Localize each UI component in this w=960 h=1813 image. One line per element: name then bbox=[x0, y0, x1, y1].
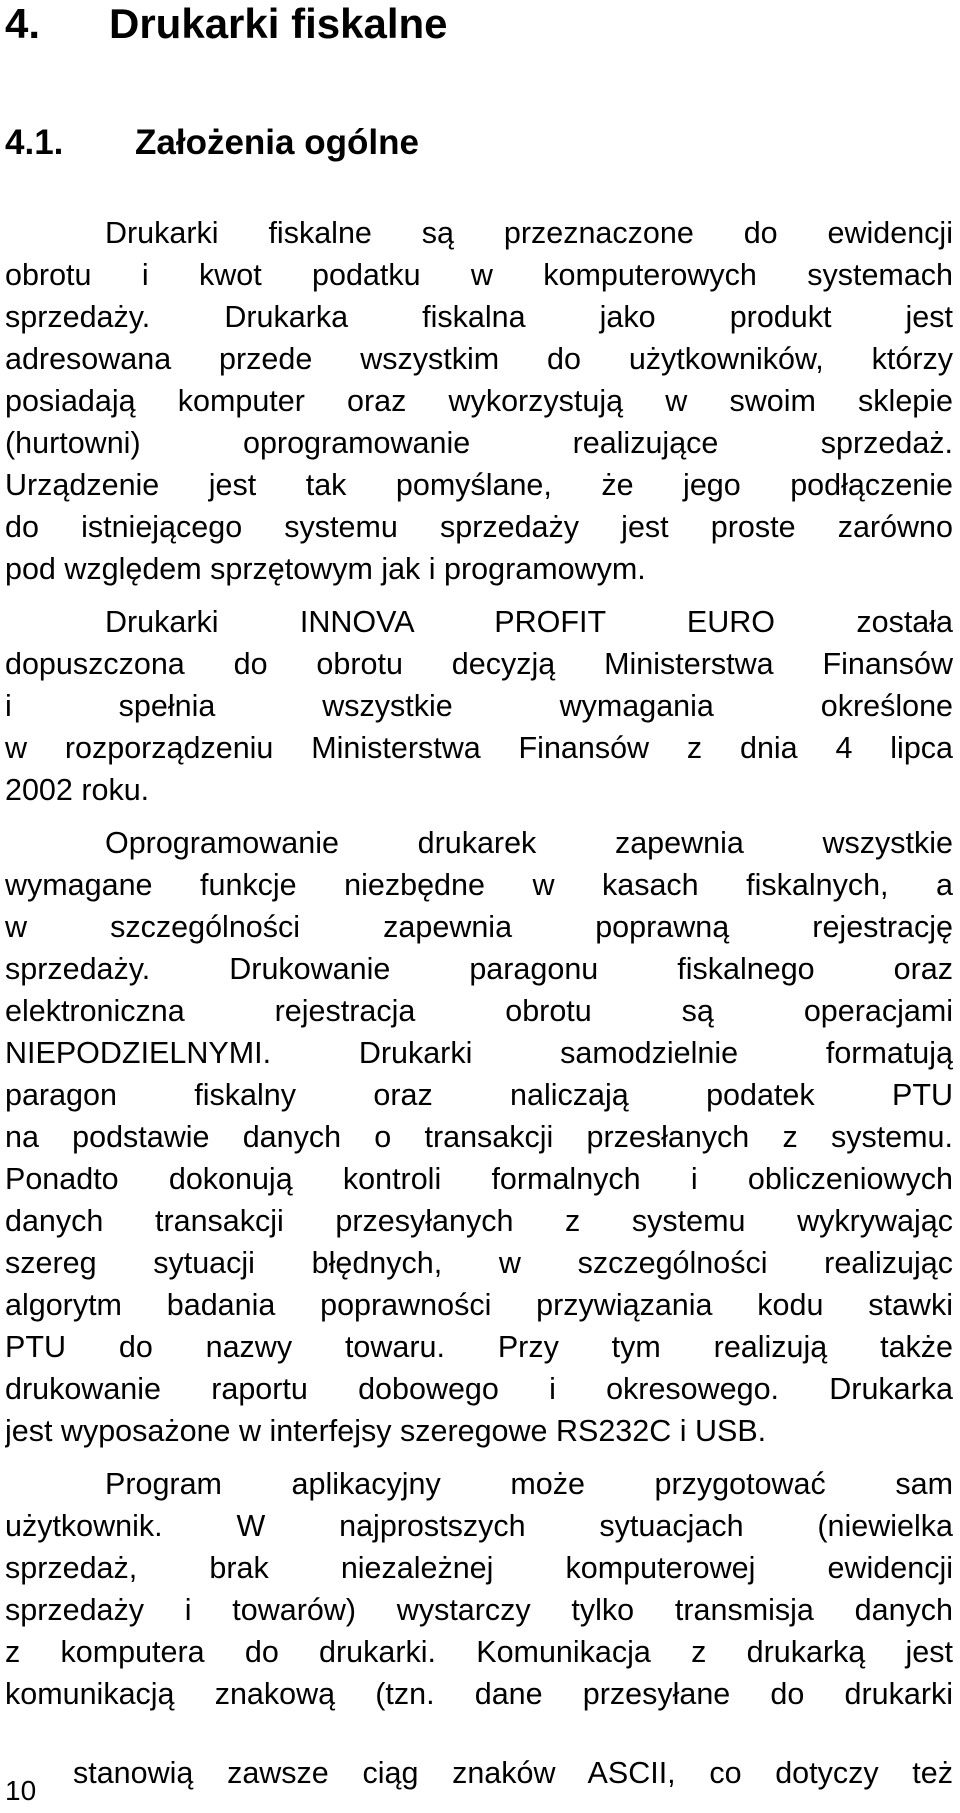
paragraph-line: wymagane funkcje niezbędne w kasach fiskalnych, a bbox=[5, 868, 953, 902]
paragraph-line: komunikacją znakową (tzn. dane przesyłane do drukarki bbox=[5, 1677, 953, 1711]
paragraph-line: z komputera do drukarki. Komunikacja z drukarką jest bbox=[5, 1635, 953, 1669]
paragraph-line: drukowanie raportu dobowego i okresowego. Drukarka bbox=[5, 1372, 953, 1406]
paragraph-line: pod względem sprzętowym jak i programowym. bbox=[5, 552, 646, 586]
paragraph-line: adresowana przede wszystkim do użytkowników, którzy bbox=[5, 342, 953, 376]
paragraph-line: w rozporządzeniu Ministerstwa Finansów z dnia 4 lipca bbox=[5, 731, 953, 765]
paragraph-line: Drukarki INNOVA PROFIT EURO została bbox=[105, 605, 953, 639]
paragraph-line: na podstawie danych o transakcji przesłanych z systemu. bbox=[5, 1120, 953, 1154]
paragraph-line: stanowią zawsze ciąg znaków ASCII, co dotyczy też bbox=[73, 1756, 953, 1790]
page-number: 10 bbox=[5, 1775, 37, 1806]
paragraph-line: posiadają komputer oraz wykorzystują w swoim sklepie bbox=[5, 384, 953, 418]
paragraph-line: danych transakcji przesyłanych z systemu wykrywając bbox=[5, 1204, 953, 1238]
paragraph-line: i spełnia wszystkie wymagania określone bbox=[5, 689, 953, 723]
paragraph-line: Ponadto dokonują kontroli formalnych i obliczeniowych bbox=[5, 1162, 953, 1196]
paragraph-line: Urządzenie jest tak pomyślane, że jego podłączenie bbox=[5, 468, 953, 502]
paragraph-line: szereg sytuacji błędnych, w szczególności realizując bbox=[5, 1246, 953, 1280]
paragraph bbox=[5, 822, 953, 1452]
paragraph-line: w szczególności zapewnia poprawną rejestrację bbox=[5, 910, 953, 944]
body-text bbox=[5, 212, 953, 1715]
paragraph-line: sprzedaży. Drukowanie paragonu fiskalnego oraz bbox=[5, 952, 953, 986]
paragraph-line: dopuszczona do obrotu decyzją Ministerstwa Finansów bbox=[5, 647, 953, 681]
paragraph bbox=[5, 1463, 953, 1715]
paragraph-line: elektroniczna rejestracja obrotu są operacjami bbox=[5, 994, 953, 1028]
paragraph-line: obrotu i kwot podatku w komputerowych systemach bbox=[5, 258, 953, 292]
chapter-heading bbox=[5, 0, 448, 48]
paragraph-line: użytkownik. W najprostszych sytuacjach (niewielka bbox=[5, 1509, 953, 1543]
paragraph-line: NIEPODZIELNYMI. Drukarki samodzielnie formatują bbox=[5, 1036, 953, 1070]
paragraph-line: do istniejącego systemu sprzedaży jest proste zarówno bbox=[5, 510, 953, 544]
paragraph-line: Oprogramowanie drukarek zapewnia wszystkie bbox=[105, 826, 953, 860]
paragraph bbox=[5, 601, 953, 811]
section-number: 4.1. bbox=[5, 123, 64, 162]
paragraph bbox=[5, 212, 953, 590]
paragraph-line: (hurtowni) oprogramowanie realizujące sprzedaż. bbox=[5, 426, 953, 460]
paragraph-line: 2002 roku. bbox=[5, 773, 150, 807]
paragraph-line: Program aplikacyjny może przygotować sam bbox=[105, 1467, 953, 1501]
chapter-number: 4. bbox=[5, 0, 41, 47]
paragraph-line: Drukarki fiskalne są przeznaczone do ewidencji bbox=[105, 216, 953, 250]
section-heading bbox=[5, 122, 419, 164]
paragraph-line: paragon fiskalny oraz naliczają podatek PTU bbox=[5, 1078, 953, 1112]
section-title: Założenia ogólne bbox=[135, 123, 419, 162]
paragraph-line: PTU do nazwy towaru. Przy tym realizują także bbox=[5, 1330, 953, 1364]
paragraph-line: jest wyposażone w interfejsy szeregowe RS232C i USB. bbox=[5, 1414, 767, 1448]
paragraph-line: algorytm badania poprawności przywiązania kodu stawki bbox=[5, 1288, 953, 1322]
paragraph-line: sprzedaży. Drukarka fiskalna jako produkt jest bbox=[5, 300, 953, 334]
paragraph-line: sprzedaży i towarów) wystarczy tylko transmisja danych bbox=[5, 1593, 953, 1627]
paragraph-line: sprzedaż, brak niezależnej komputerowej ewidencji bbox=[5, 1551, 953, 1585]
chapter-title: Drukarki fiskalne bbox=[109, 0, 448, 47]
